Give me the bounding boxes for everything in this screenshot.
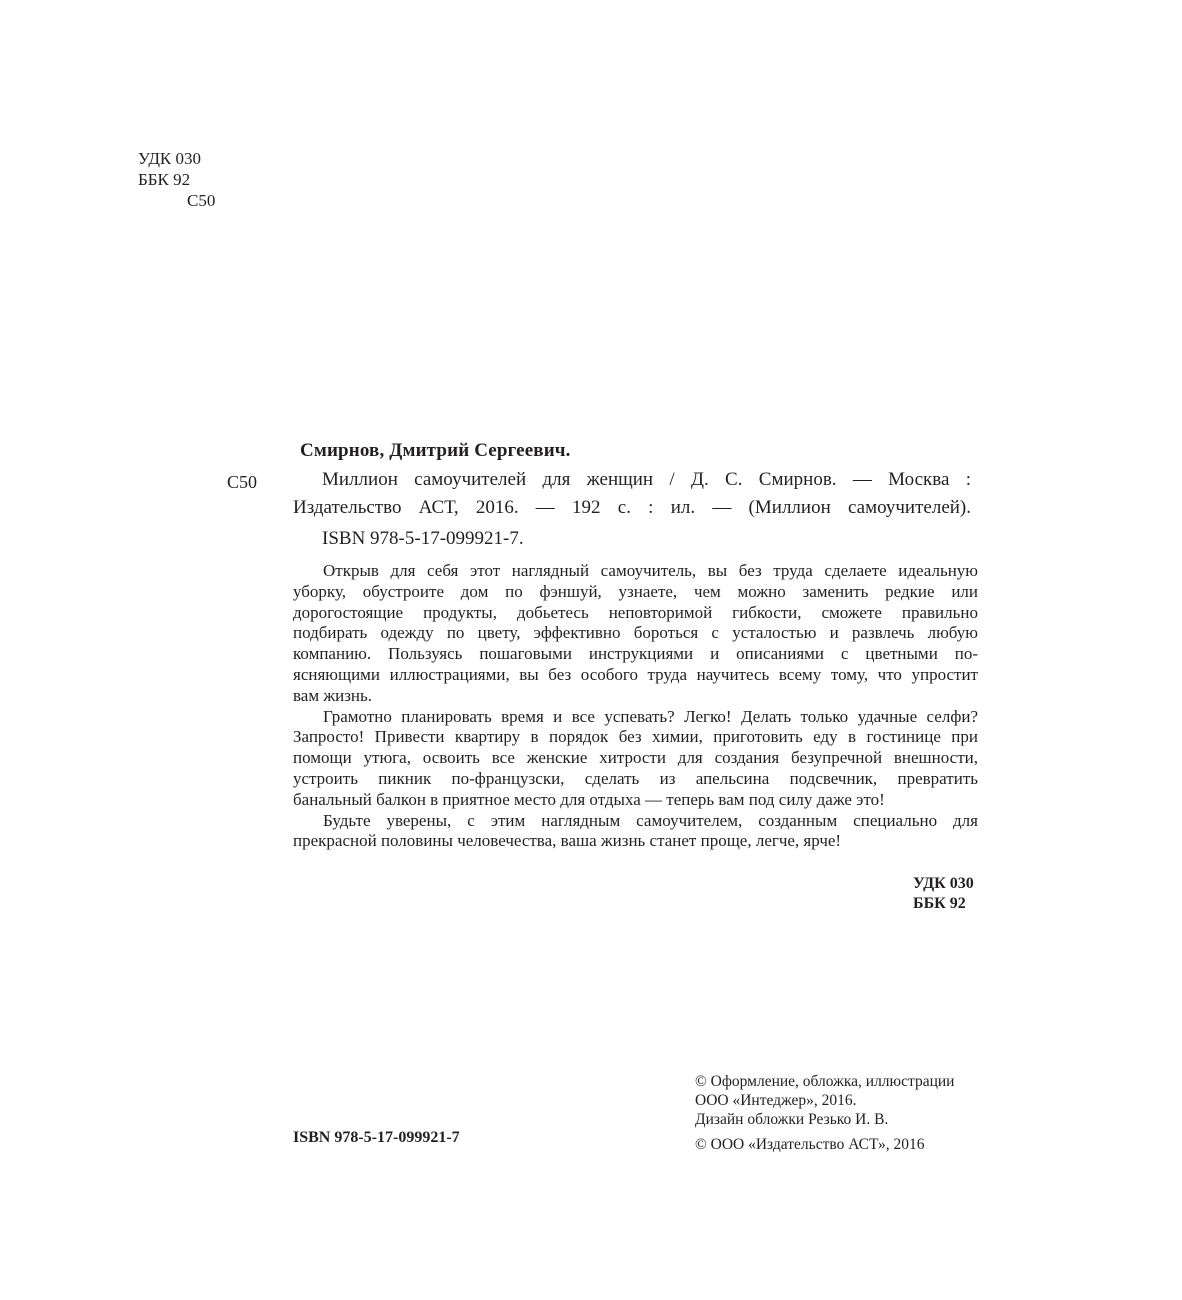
- annotation-paragraph-1: [293, 561, 978, 707]
- annotation-line: Запросто! Привести квартиру в порядок без химии, приготовить еду в гостинице при: [293, 727, 978, 747]
- annotation-line: Открыв для себя этот наглядный самоучитель, вы без труда сделаете идеальную: [323, 561, 978, 580]
- author-mark: С50: [187, 191, 216, 210]
- annotation-line: дорогостоящие продукты, добьетесь неповторимой гибкости, сможете правильно: [293, 602, 978, 622]
- bottom-classification-codes: [913, 874, 974, 914]
- annotation-line: подбирать одежду по цвету, эффективно бороться с усталостью и развлечь любую: [293, 623, 978, 643]
- annotation-line: помощи утюга, освоить все женские хитрости для создания безупречной внешности,: [293, 748, 978, 768]
- annotation-line: компанию. Пользуясь пошаговыми инструкциями и описаниями с цветными по-: [293, 644, 978, 664]
- annotation-line: Грамотно планировать время и все успевать? Легко! Делать только удачные селфи?: [323, 706, 978, 726]
- top-classification-codes: [138, 148, 215, 211]
- udk-code-bottom: УДК 030: [913, 875, 974, 892]
- bbk-code-bottom: ББК 92: [913, 895, 966, 912]
- copyright-block: [695, 1072, 954, 1154]
- annotation-line: банальный балкон в приятное место для отдыха — теперь вам под силу даже это!: [293, 789, 885, 809]
- annotation-line: устроить пикник по-французски, сделать из апельсина подсвечник, превратить: [293, 768, 978, 788]
- annotation: [293, 561, 978, 852]
- annotation-line: уборку, обустроите дом по фэншуй, узнаете, чем можно заменить редкие или: [293, 581, 978, 601]
- isbn-record: ISBN 978-5-17-099921-7.: [322, 528, 524, 549]
- annotation-line: прекрасной половины человечества, ваша жизнь станет проще, легче, ярче!: [293, 831, 842, 851]
- copyright-line: ООО «Интеджер», 2016.: [695, 1092, 857, 1109]
- annotation-paragraph-2: [293, 707, 978, 811]
- copyright-line: © ООО «Издательство АСТ», 2016: [695, 1136, 925, 1153]
- isbn-bottom: ISBN 978-5-17-099921-7: [293, 1129, 460, 1146]
- title-line-2: Издательство АСТ, 2016. — 192 с. : ил. — (Миллион самоучителей).: [293, 497, 971, 518]
- annotation-line: ясняющими иллюстрациями, вы без особого труда научитесь всему тому, что упростит: [293, 664, 978, 684]
- author-name: Смирнов, Дмитрий Сергеевич.: [300, 440, 571, 461]
- copyright-line: © Оформление, обложка, иллюстрации: [695, 1073, 955, 1090]
- record-author-mark: С50: [227, 472, 258, 492]
- copyright-line: Дизайн обложки Резько И. В.: [695, 1111, 889, 1128]
- annotation-paragraph-3: [293, 811, 978, 853]
- annotation-line: вам жизнь.: [293, 685, 373, 705]
- bibliographic-description: [293, 466, 971, 522]
- bbk-code: ББК 92: [138, 170, 191, 189]
- udk-code: УДК 030: [138, 149, 202, 168]
- title-line-1: Миллион самоучителей для женщин / Д. С. Смирнов. — Москва :: [322, 469, 971, 490]
- annotation-line: Будьте уверены, с этим наглядным самоучителем, созданным специально для: [323, 810, 978, 830]
